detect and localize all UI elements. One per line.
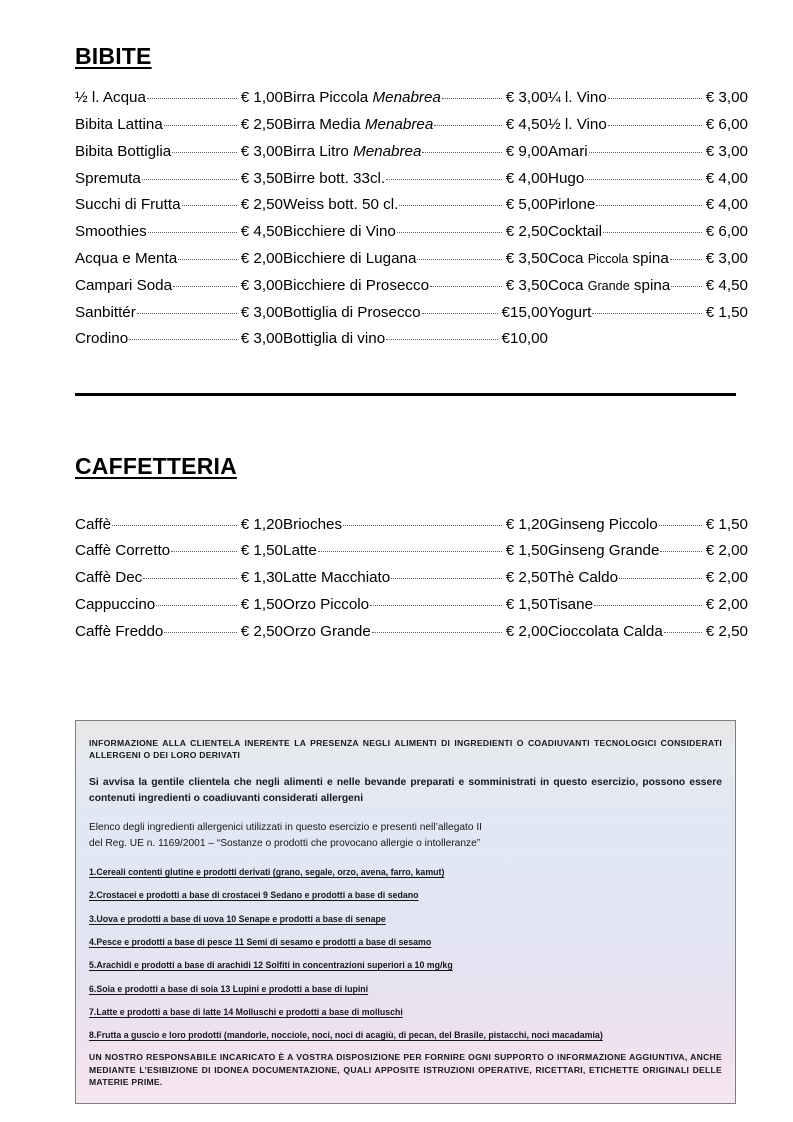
menu-item-price: € 1,50	[705, 515, 748, 533]
dot-leader	[596, 205, 701, 206]
menu-item-name: Caffè Dec	[75, 569, 143, 587]
dot-leader	[594, 605, 702, 606]
menu-item-row	[75, 143, 283, 170]
menu-item-row	[75, 516, 283, 543]
allergen-list-item: 4.Pesce e prodotti a base di pesce 11 Semi di sesamo e prodotti a base di sesamo	[89, 936, 432, 947]
dot-leader	[670, 259, 702, 260]
dot-leader	[386, 339, 497, 340]
caffetteria-column-3	[548, 516, 748, 650]
menu-item-price: € 1,50	[705, 303, 748, 321]
menu-item-name: Sanbittér	[75, 303, 136, 321]
allergen-item-list	[89, 866, 722, 1042]
dot-leader	[171, 551, 237, 552]
menu-item-name: Hugo	[548, 169, 585, 187]
dot-leader	[164, 632, 236, 633]
spacer	[89, 925, 722, 936]
allergen-list-item: 5.Arachidi e prodotti a base di arachidi 12 Solfiti in concentrazioni superiori a 10 mg/kg	[89, 960, 453, 971]
allergen-list-item: 7.Latte e prodotti a base di latte 14 Molluschi e prodotti a base di molluschi	[89, 1006, 403, 1017]
dot-leader	[143, 578, 237, 579]
menu-item-row	[75, 569, 283, 596]
dot-leader	[129, 339, 237, 340]
spacer	[75, 69, 736, 89]
spacer	[75, 480, 736, 500]
spacer	[75, 670, 736, 690]
menu-item-price: € 3,00	[240, 303, 283, 321]
spacer	[89, 972, 722, 983]
dot-leader	[370, 605, 502, 606]
spacer	[75, 357, 736, 377]
menu-item-row	[75, 223, 283, 250]
spacer	[75, 650, 736, 670]
menu-item-name: ¼ l. Vino	[548, 89, 607, 107]
menu-item-name: Latte	[283, 542, 317, 560]
dot-leader	[173, 286, 237, 287]
allergen-list-item: 8.Frutta a guscio e loro prodotti (mandorle, nocciole, noci, noci di acagiù, di pecan, del Brasile, pistacchi, noci macadamia)	[89, 1030, 603, 1041]
menu-item-size-qualifier: Grande	[587, 278, 630, 293]
allergen-list-item: 6.Soia e prodotti a base di soia 13 Lupini e prodotti a base di lupini	[89, 983, 369, 994]
menu-item-row	[548, 116, 748, 143]
menu-item-row	[283, 250, 548, 277]
menu-item-row	[548, 569, 748, 596]
menu-item-price: € 1,20	[505, 515, 548, 533]
menu-item-name: Caffè Freddo	[75, 622, 164, 640]
menu-item-price: € 4,00	[705, 196, 748, 214]
menu-item-name: Ginseng Grande	[548, 542, 660, 560]
bibite-column-2	[283, 89, 548, 357]
menu-item-price: €15,00	[501, 303, 548, 321]
menu-item-name: Birra Piccola Menabrea	[283, 89, 441, 107]
menu-item-price: € 2,50	[240, 196, 283, 214]
dot-leader	[182, 205, 237, 206]
menu-item-row	[75, 623, 283, 650]
section-title-bibite: BIBITE	[75, 43, 152, 69]
menu-item-price: € 3,00	[240, 276, 283, 294]
menu-item-name: Thè Caldo	[548, 569, 619, 587]
menu-item-price: € 3,50	[505, 250, 548, 268]
menu-item-price: € 2,00	[240, 250, 283, 268]
dot-leader	[589, 152, 702, 153]
menu-item-name: Smoothies	[75, 223, 147, 241]
menu-item-price: €10,00	[501, 330, 548, 348]
dot-leader	[372, 632, 502, 633]
menu-item-name: Orzo Grande	[283, 622, 371, 640]
menu-item-row	[75, 170, 283, 197]
menu-item-price: € 1,20	[240, 515, 283, 533]
menu-item-name: Bottiglia di Prosecco	[283, 303, 421, 321]
menu-item-price: € 1,50	[240, 595, 283, 613]
menu-item-row	[283, 304, 548, 331]
menu-item-price: € 2,00	[705, 595, 748, 613]
menu-item-row	[548, 277, 748, 304]
caffetteria-column-1	[75, 516, 283, 650]
bibite-column-1	[75, 89, 283, 357]
menu-item-row	[283, 223, 548, 250]
menu-item-price: € 2,50	[505, 569, 548, 587]
menu-item-brand: Menabrea	[364, 116, 434, 134]
allergen-warning: Si avvisa la gentile clientela che negli alimenti e nelle bevande preparati e somministrati in questo esercizio, possono essere contenuti ingredienti o coadiuvanti considerati allergeni	[89, 777, 722, 804]
menu-item-name: Birra Litro Menabrea	[283, 142, 422, 160]
menu-item-name: Caffè	[75, 515, 112, 533]
menu-item-name: Bicchiere di Lugana	[283, 250, 417, 268]
menu-item-price: € 2,00	[705, 542, 748, 560]
allergen-footer: UN NOSTRO RESPONSABILE INCARICATO È A VOSTRA DISPOSIZIONE PER FORNIRE OGNI SUPPORTO O INFORMAZIONE AGGIUNTIVA, ANCHE MEDIANTE L’ESIBIZIONE DI IDONEA DOCUMENTAZIONE, QUALI APPOSITE ISTRUZIONI OPERATIVE, RICETTARI, ETICHETTE ORIGINALI DELLE MATERIE PRIME.	[89, 1052, 722, 1088]
menu-item-row	[548, 143, 748, 170]
dot-leader	[142, 179, 237, 180]
dot-leader	[422, 313, 498, 314]
menu-item-row	[283, 569, 548, 596]
menu-item-row	[548, 623, 748, 650]
menu-item-price: € 4,50	[505, 116, 548, 134]
menu-item-name: Bottiglia di vino	[283, 330, 386, 348]
menu-item-row	[283, 542, 548, 569]
menu-item-name: Cocktail	[548, 223, 603, 241]
menu-item-row	[283, 623, 548, 650]
menu-item-name: Bicchiere di Vino	[283, 223, 396, 241]
dot-leader	[442, 98, 502, 99]
menu-item-row	[75, 116, 283, 143]
allergen-list-item: 3.Uova e prodotti a base di uova 10 Senape e prodotti a base di senape	[89, 913, 386, 924]
dot-leader	[164, 125, 237, 126]
menu-item-name: Pirlone	[548, 196, 596, 214]
menu-item-price: € 4,00	[505, 169, 548, 187]
menu-item-price: € 9,00	[505, 142, 548, 160]
dot-leader	[608, 98, 702, 99]
dot-leader	[178, 259, 237, 260]
dot-leader	[603, 232, 702, 233]
spacer	[75, 416, 736, 436]
menu-item-name: Cioccolata Calda	[548, 622, 663, 640]
bibite-column-3	[548, 89, 748, 330]
menu-item-name: Crodino	[75, 330, 129, 348]
dot-leader	[585, 179, 701, 180]
dot-leader	[172, 152, 237, 153]
menu-item-row	[548, 89, 748, 116]
menu-item-name: Cappuccino	[75, 595, 156, 613]
dot-leader	[137, 313, 237, 314]
menu-item-price: € 3,00	[505, 89, 548, 107]
menu-item-name: Yogurt	[548, 303, 592, 321]
menu-item-name: Succhi di Frutta	[75, 196, 181, 214]
menu-item-name: Weiss bott. 50 cl.	[283, 196, 399, 214]
dot-leader	[391, 578, 502, 579]
spacer	[89, 852, 722, 866]
menu-item-name: Amari	[548, 142, 588, 160]
menu-item-price: € 2,00	[705, 569, 748, 587]
spacer	[75, 710, 736, 720]
menu-item-row	[548, 516, 748, 543]
dot-leader	[148, 232, 237, 233]
menu-item-price: € 3,00	[705, 142, 748, 160]
menu-item-name: Ginseng Piccolo	[548, 515, 658, 533]
menu-item-row	[548, 250, 748, 277]
caffetteria-menu-grid	[75, 515, 748, 650]
menu-item-name: Coca Piccola spina	[548, 250, 669, 268]
allergen-intro-line-1: Elenco degli ingredienti allergenici utilizzati in questo esercizio e presenti nell’allegato II	[89, 822, 483, 834]
allergen-intro-line-2: del Reg. UE n. 1169/2001 – “Sostanze o prodotti che provocano allergie o intolleranze”	[89, 838, 481, 850]
dot-leader	[112, 525, 237, 526]
menu-item-price: € 3,00	[240, 142, 283, 160]
allergen-list-item: 2.Crostacei e prodotti a base di crostacei 9 Sedano e prodotti a base di sedano	[89, 890, 419, 901]
dot-leader	[386, 179, 502, 180]
dot-leader	[434, 125, 502, 126]
menu-item-price: € 1,50	[505, 542, 548, 560]
menu-item-row	[548, 223, 748, 250]
dot-leader	[430, 286, 502, 287]
dot-leader	[660, 551, 701, 552]
allergen-information-box	[75, 720, 736, 1104]
dot-leader	[671, 286, 702, 287]
section-title-caffetteria: CAFFETTERIA	[75, 453, 237, 480]
menu-item-row	[548, 196, 748, 223]
menu-item-row	[283, 116, 548, 143]
menu-item-row	[283, 89, 548, 116]
menu-item-name: ½ l. Acqua	[75, 89, 146, 107]
menu-item-price: € 6,00	[705, 223, 748, 241]
dot-leader	[608, 125, 702, 126]
menu-item-price: € 2,50	[705, 622, 748, 640]
menu-item-row	[283, 516, 548, 543]
menu-item-name: Bibita Lattina	[75, 116, 163, 134]
menu-item-price: € 1,50	[240, 542, 283, 560]
menu-item-name: Orzo Piccolo	[283, 595, 370, 613]
dot-leader	[147, 98, 237, 99]
allergen-list-item: 1.Cereali contenti glutine e prodotti derivati (grano, segale, orzo, avena, farro, kamut)	[89, 866, 445, 877]
dot-leader	[318, 551, 502, 552]
menu-item-price: € 4,00	[705, 169, 748, 187]
menu-item-price: € 6,00	[705, 116, 748, 134]
menu-item-price: € 4,50	[240, 223, 283, 241]
spacer	[89, 761, 722, 775]
spacer	[89, 878, 722, 889]
menu-item-name: Tisane	[548, 595, 594, 613]
menu-item-name: Bibita Bottiglia	[75, 142, 172, 160]
allergen-heading: INFORMAZIONE ALLA CLIENTELA INERENTE LA PRESENZA NEGLI ALIMENTI DI INGREDIENTI O COADIUVANTI TECNOLOGICI CONSIDERATI ALLERGENI O DEI LORO DERIVATI	[89, 737, 722, 760]
menu-item-price: € 1,30	[240, 569, 283, 587]
menu-item-price: € 3,00	[705, 250, 748, 268]
spacer	[89, 948, 722, 959]
menu-item-price: € 5,00	[505, 196, 548, 214]
menu-item-row	[75, 330, 283, 357]
menu-item-price: € 3,50	[240, 169, 283, 187]
menu-item-name: Latte Macchiato	[283, 569, 391, 587]
dot-leader	[417, 259, 501, 260]
dot-leader	[659, 525, 702, 526]
menu-item-row	[283, 596, 548, 623]
menu-item-row	[75, 277, 283, 304]
spacer	[89, 1041, 722, 1051]
menu-item-price: € 2,50	[505, 223, 548, 241]
dot-leader	[664, 632, 702, 633]
caffetteria-column-2	[283, 516, 548, 650]
menu-item-brand: Menabrea	[353, 142, 422, 160]
dot-leader	[397, 232, 502, 233]
menu-item-row	[548, 304, 748, 331]
bibite-menu-grid	[75, 89, 748, 357]
menu-item-brand: Menabrea	[372, 89, 441, 107]
spacer	[75, 377, 736, 393]
dot-leader	[156, 605, 237, 606]
menu-item-row	[75, 596, 283, 623]
dot-leader	[592, 313, 701, 314]
menu-item-name: Bicchiere di Prosecco	[283, 276, 430, 294]
menu-item-price: € 2,50	[240, 116, 283, 134]
spacer	[89, 806, 722, 820]
menu-item-name: Spremuta	[75, 169, 141, 187]
menu-item-row	[283, 330, 548, 357]
menu-item-row	[75, 196, 283, 223]
menu-item-name: Coca Grande spina	[548, 276, 671, 294]
menu-item-row	[283, 196, 548, 223]
menu-item-row	[75, 304, 283, 331]
menu-item-price: € 2,50	[240, 622, 283, 640]
menu-item-price: € 2,00	[505, 622, 548, 640]
spacer	[89, 1018, 722, 1029]
menu-item-name: Campari Soda	[75, 276, 173, 294]
menu-item-price: € 1,50	[505, 595, 548, 613]
menu-item-price: € 3,00	[705, 89, 748, 107]
menu-item-row	[283, 277, 548, 304]
menu-item-name: Brioches	[283, 515, 343, 533]
menu-item-row	[283, 143, 548, 170]
menu-item-name: Birra Media Menabrea	[283, 116, 434, 134]
menu-item-name: Birre bott. 33cl.	[283, 169, 386, 187]
menu-item-row	[283, 170, 548, 197]
dot-leader	[619, 578, 702, 579]
spacer	[75, 690, 736, 710]
dot-leader	[343, 525, 502, 526]
menu-item-size-qualifier: Piccola	[587, 252, 629, 267]
dot-leader	[422, 152, 501, 153]
spacer	[75, 436, 736, 454]
menu-item-name: Caffè Corretto	[75, 542, 171, 560]
menu-item-row	[75, 542, 283, 569]
menu-item-price: € 1,00	[240, 89, 283, 107]
menu-item-name: ½ l. Vino	[548, 116, 607, 134]
dot-leader	[399, 205, 501, 206]
spacer	[89, 995, 722, 1006]
spacer	[75, 500, 736, 516]
menu-item-price: € 3,00	[240, 330, 283, 348]
menu-item-row	[548, 596, 748, 623]
menu-item-row	[75, 250, 283, 277]
menu-item-row	[75, 89, 283, 116]
spacer	[75, 396, 736, 416]
menu-item-price: € 3,50	[505, 276, 548, 294]
spacer	[89, 902, 722, 913]
menu-item-row	[548, 542, 748, 569]
menu-item-row	[548, 170, 748, 197]
menu-item-name: Acqua e Menta	[75, 250, 178, 268]
menu-item-price: € 4,50	[705, 276, 748, 294]
